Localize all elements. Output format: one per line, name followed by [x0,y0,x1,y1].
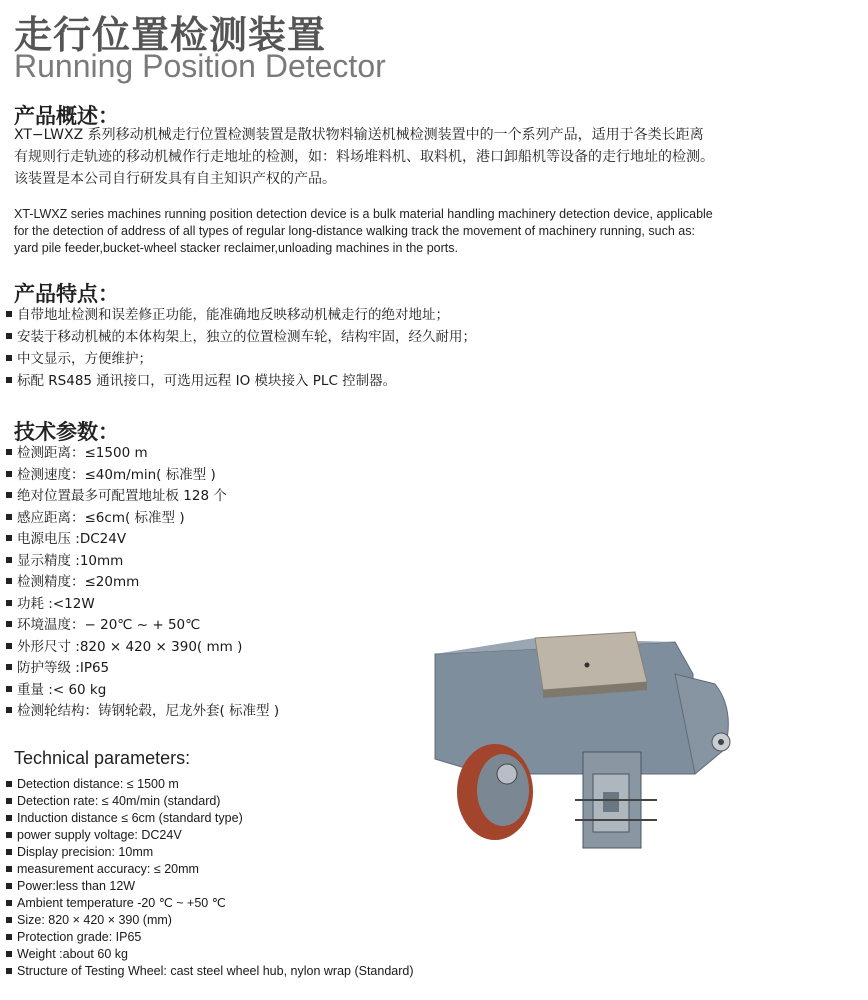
bullet-icon [6,600,12,606]
bullet-icon [6,781,12,787]
list-item: Size: 820 × 420 × 390 (mm) [6,912,414,929]
bullet-icon [6,900,12,906]
bullet-icon [6,798,12,804]
product-photo [425,624,745,864]
bullet-icon [6,934,12,940]
list-item: Detection rate: ≤ 40m/min (standard) [6,793,414,810]
list-item: 电源电压 :DC24V [6,529,279,551]
bullet-icon [6,883,12,889]
bullet-icon [6,643,12,649]
list-item: 环境温度：− 20℃ ~ + 50℃ [6,615,279,637]
list-item: measurement accuracy: ≤ 20mm [6,861,414,878]
list-item: 中文显示，方便维护； [6,348,476,370]
list-item: 标配 RS485 通讯接口，可选用远程 IO 模块接入 PLC 控制器。 [6,370,476,392]
bullet-icon [6,377,12,383]
bullet-icon [6,535,12,541]
bullet-icon [6,664,12,670]
list-item: 检测精度：≤20mm [6,572,279,594]
bullet-icon [6,449,12,455]
bullet-icon [6,849,12,855]
bullet-icon [6,815,12,821]
list-item: 重量 :< 60 kg [6,680,279,702]
list-item: 显示精度 :10mm [6,551,279,573]
bullet-icon [6,355,12,361]
bullet-icon [6,621,12,627]
features-heading: 产品特点： [14,282,119,306]
list-item: 检测速度：≤40m/min( 标准型 ) [6,465,279,487]
page-title-cn: 走行位置检测装置 [14,13,327,57]
bullet-icon [6,333,12,339]
overview-text-en: XT-LWXZ series machines running position detection device is a bulk material handling machinery detection device, applicable for the detection of address of all types of regular long-distance walking track the movement of machinery running, such as: yard pile feeder,bucket-wheel stacker reclaimer,unloading machines in the ports. [14,207,713,255]
bullet-icon [6,578,12,584]
list-item: 检测距离：≤1500 m [6,443,279,465]
bullet-icon [6,311,12,317]
list-item: Ambient temperature -20 ℃ ~ +50 ℃ [6,895,414,912]
tech-heading: Technical parameters: [14,748,191,768]
bullet-icon [6,707,12,713]
list-item: Weight :about 60 kg [6,946,414,963]
bullet-icon [6,968,12,974]
bullet-icon [6,866,12,872]
list-item: Display precision: 10mm [6,844,414,861]
list-item: Induction distance ≤ 6cm (standard type) [6,810,414,827]
page-title-en: Running Position Detector [14,48,386,84]
list-item: 绝对位置最多可配置地址板 128 个 [6,486,279,508]
list-item: 外形尺寸 :820 × 420 × 390( mm ) [6,637,279,659]
list-item: Protection grade: IP65 [6,929,414,946]
bullet-icon [6,492,12,498]
address-plate [535,632,647,690]
params-list [6,443,279,723]
overview-heading: 产品概述： [14,104,119,128]
bullet-icon [6,557,12,563]
list-item: Power:less than 12W [6,878,414,895]
bullet-icon [6,917,12,923]
features-list [6,304,476,392]
list-item: 功耗 :<12W [6,594,279,616]
bullet-icon [6,951,12,957]
list-item: Detection distance: ≤ 1500 m [6,776,414,793]
tech-list [6,776,414,980]
list-item: 感应距离：≤6cm( 标准型 ) [6,508,279,530]
bullet-icon [6,514,12,520]
list-item: 防护等级 :IP65 [6,658,279,680]
bullet-icon [6,832,12,838]
bullet-icon [6,471,12,477]
overview-text-cn: XT−LWXZ 系列移动机械走行位置检测装置是散状物料输送机械检测装置中的一个系列产品，适用于各类长距离有规则行走轨迹的移动机械作行走地址的检测，如：料场堆料机、取料机，港口卸船机等设备的走行地址的检测。该装置是本公司自行研发具有自主知识产权的产品。 [14,127,714,187]
list-item: 自带地址检测和误差修正功能，能准确地反映移动机械走行的绝对地址； [6,304,476,326]
list-item: 安装于移动机械的本体构架上，独立的位置检测车轮，结构牢固，经久耐用； [6,326,476,348]
list-item: power supply voltage: DC24V [6,827,414,844]
params-heading: 技术参数： [14,420,119,444]
bullet-icon [6,686,12,692]
list-item: 检测轮结构：铸钢轮毂，尼龙外套( 标准型 ) [6,701,279,723]
list-item: Structure of Testing Wheel: cast steel wheel hub, nylon wrap (Standard) [6,963,414,980]
